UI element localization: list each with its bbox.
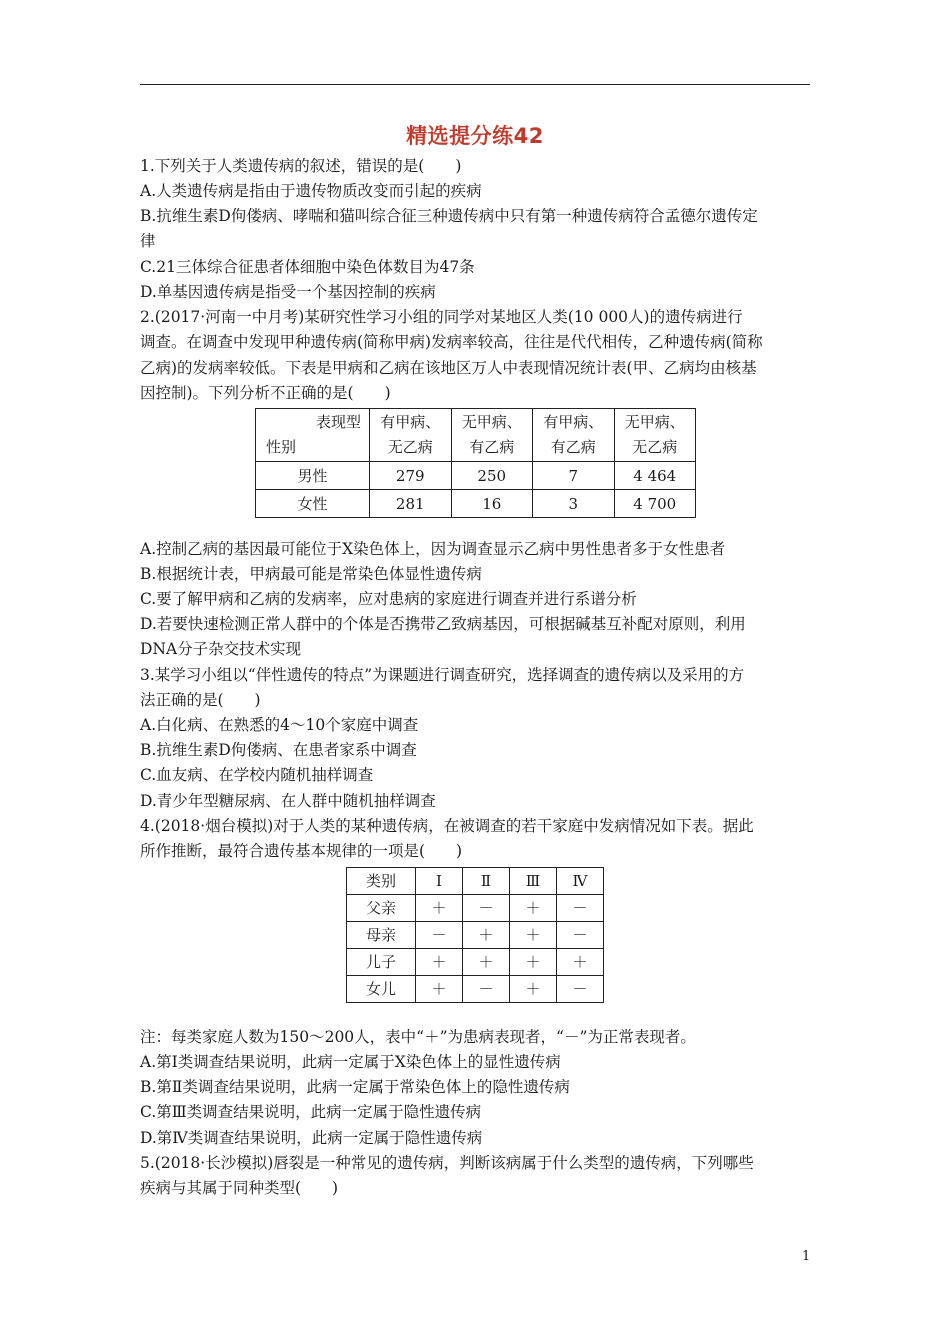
table-cell: ＋ [510,922,557,949]
row-label: 女儿 [347,976,416,1003]
table-cell: 4 700 [614,490,696,518]
table-header: Ⅱ [463,868,510,895]
question-5-stem: 5.(2018·长沙模拟)唇裂是一种常见的遗传病，判断该病属于什么类型的遗传病，下列哪些 [140,1154,754,1172]
page-title: 精选提分练42 [406,124,544,148]
corner-bottom-label: 性别 [266,438,297,456]
table-corner-cell [256,409,370,462]
corner-top-label: 表现型 [315,413,361,431]
q4-option-b: B.第Ⅱ类调查结果说明，此病一定属于常染色体上的隐性遗传病 [140,1078,570,1096]
question-2-stem: 因控制)。下列分析不正确的是( ) [140,384,391,402]
table-cell: ＋ [510,976,557,1003]
question-5-stem: 疾病与其属于同种类型( ) [140,1179,339,1197]
q3-option-d: D.青少年型糖尿病、在人群中随机抽样调查 [140,792,436,810]
table-cell: ＋ [463,949,510,976]
q2-option-b: B.根据统计表，甲病最可能是常染色体显性遗传病 [140,565,482,583]
table-cell: ＋ [557,949,604,976]
q3-option-a: A.白化病、在熟悉的4～10个家庭中调查 [140,716,419,734]
table-cell: ＋ [463,922,510,949]
table-header [614,409,696,462]
table-cell: 281 [370,490,452,518]
table-family-survey [346,867,604,1003]
question-2-stem: 调查。在调查中发现甲种遗传病(简称甲病)发病率较高，往往是代代相传，乙种遗传病(简称 [140,333,763,351]
header-line: 无甲病、 [624,413,685,431]
question-4-stem: 所作推断，最符合遗传基本规律的一项是( ) [140,842,463,860]
q4-option-c: C.第Ⅲ类调查结果说明，此病一定属于隐性遗传病 [140,1103,482,1121]
q4-option-d: D.第Ⅳ类调查结果说明，此病一定属于隐性遗传病 [140,1129,483,1147]
header-line: 有甲病、 [543,413,604,431]
question-3-stem: 法正确的是( ) [140,691,261,709]
q1-option-d: D.单基因遗传病是指受一个基因控制的疾病 [140,283,436,301]
table-cell: 279 [370,462,452,490]
row-label: 儿子 [347,949,416,976]
table-row [347,895,604,922]
table-cell: ＋ [416,895,463,922]
table-cell: ＋ [416,949,463,976]
table-cell: － [416,922,463,949]
header-line: 无乙病 [387,438,433,456]
table-cell: ＋ [416,976,463,1003]
q2-option-a: A.控制乙病的基因最可能位于X染色体上，因为调查显示乙病中男性患者多于女性患者 [140,540,726,558]
table-row [256,490,696,518]
table-header [533,409,615,462]
table-note: 注：每类家庭人数为150～200人，表中“＋”为患病表现者，“－”为正常表现者。 [140,1028,696,1046]
table-cell: ＋ [510,949,557,976]
table-row [347,922,604,949]
table-disease-stats [255,408,696,518]
q2-option-d: D.若要快速检测正常人群中的个体是否携带乙致病基因，可根据碱基互补配对原则，利用 [140,615,746,633]
question-2-stem: 乙病)的发病率较低。下表是甲病和乙病在该地区万人中表现情况统计表(甲、乙病均由核基 [140,359,757,377]
table-cell: 7 [533,462,615,490]
q1-option-b: B.抗维生素D佝偻病、哮喘和猫叫综合征三种遗传病中只有第一种遗传病符合孟德尔遗传定 [140,207,758,225]
header-line: 有甲病、 [380,413,441,431]
table-row [347,976,604,1003]
table-cell: － [463,895,510,922]
header-rule [140,84,810,85]
row-label: 父亲 [347,895,416,922]
q1-option-b-cont: 律 [140,232,156,250]
header-line: 有乙病 [550,438,596,456]
table-row [347,949,604,976]
q1-option-c: C.21三体综合征患者体细胞中染色体数目为47条 [140,258,475,276]
header-line: 无甲病、 [461,413,522,431]
question-1-stem: 1.下列关于人类遗传病的叙述，错误的是( ) [140,157,462,175]
table-cell: － [557,922,604,949]
table-header: Ⅰ [416,868,463,895]
question-2-stem: 2.(2017·河南一中月考)某研究性学习小组的同学对某地区人类(10 000人)的遗传病进行 [140,308,743,326]
table-cell: － [557,976,604,1003]
table-header: Ⅲ [510,868,557,895]
table-cell: － [463,976,510,1003]
table-cell: ＋ [510,895,557,922]
table-header-row [347,868,604,895]
q2-option-d-cont: DNA分子杂交技术实现 [140,640,302,658]
table-cell: 4 464 [614,462,696,490]
row-label: 女性 [256,490,370,518]
q2-option-c: C.要了解甲病和乙病的发病率，应对患病的家庭进行调查并进行系谱分析 [140,590,637,608]
table-header: 类别 [347,868,416,895]
q3-option-b: B.抗维生素D佝偻病、在患者家系中调查 [140,741,417,759]
table-row [256,462,696,490]
table-cell: 3 [533,490,615,518]
q4-option-a: A.第Ⅰ类调查结果说明，此病一定属于X染色体上的显性遗传病 [140,1053,561,1071]
header-line: 有乙病 [469,438,515,456]
table-cell: － [557,895,604,922]
question-4-stem: 4.(2018·烟台模拟)对于人类的某种遗传病，在被调查的若干家庭中发病情况如下表。据此 [140,817,754,835]
table-header [451,409,533,462]
table-cell: 16 [451,490,533,518]
q3-option-c: C.血友病、在学校内随机抽样调查 [140,766,374,784]
table-header [370,409,452,462]
page-number: 1 [802,1249,811,1264]
question-3-stem: 3.某学习小组以“伴性遗传的特点”为课题进行调查研究，选择调查的遗传病以及采用的方 [140,666,745,684]
row-label: 男性 [256,462,370,490]
q1-option-a: A.人类遗传病是指由于遗传物质改变而引起的疾病 [140,182,482,200]
table-header: Ⅳ [557,868,604,895]
row-label: 母亲 [347,922,416,949]
table-cell: 250 [451,462,533,490]
header-line: 无乙病 [632,438,678,456]
